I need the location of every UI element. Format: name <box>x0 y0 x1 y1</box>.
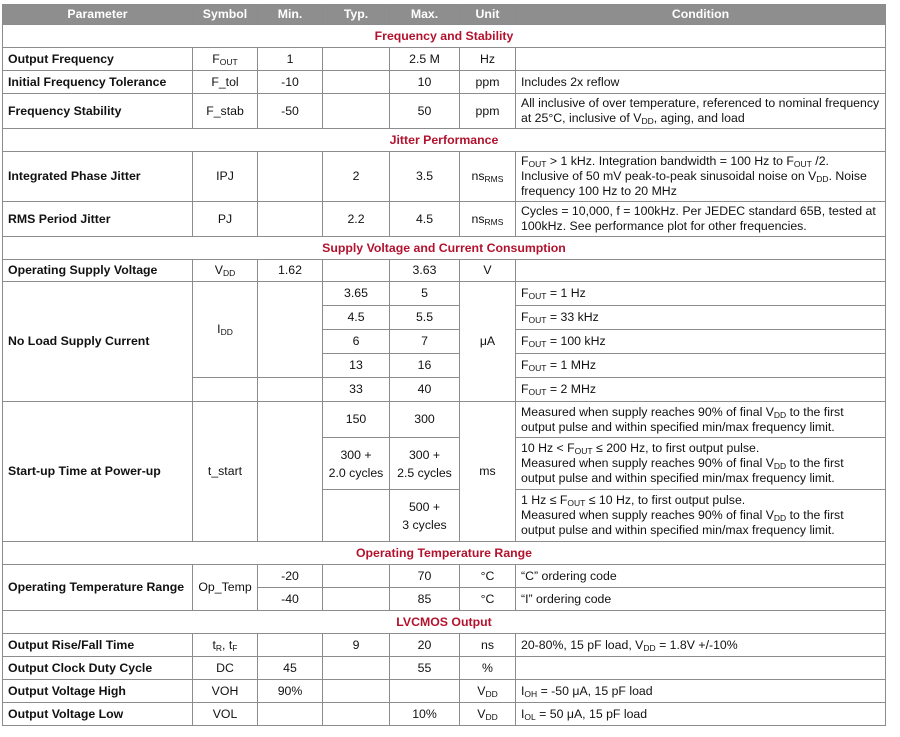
typ-cell <box>323 588 390 611</box>
section-lvcmos-output: LVCMOS Output <box>3 611 886 634</box>
max-cell: 5.5 <box>390 306 460 330</box>
min-cell: -50 <box>258 94 323 129</box>
param-name: Output Voltage Low <box>3 703 193 726</box>
typ-cell: 4.5 <box>323 306 390 330</box>
condition-cell: $I_{OH} = -50$ μA, 15 pF load <box>516 680 886 703</box>
unit-cell: ns <box>460 634 516 657</box>
unit-cell: $V_{DD}$ <box>460 680 516 703</box>
row-no-load-supply-current <box>3 282 886 306</box>
min-cell <box>258 152 323 202</box>
unit-cell: ms <box>460 402 516 542</box>
condition-cell: Includes 2x reflow <box>516 71 886 94</box>
typ-cell <box>323 703 390 726</box>
param-name: Start-up Time at Power-up <box>3 402 193 542</box>
section-jitter-performance: Jitter Performance <box>3 129 886 152</box>
condition-cell: Cycles = 10,000, f = 100kHz. Per JEDEC standard 65B, tested at 100kHz. See performance plot for other frequencies. <box>516 202 886 237</box>
unit-cell: °C <box>460 565 516 588</box>
min-cell <box>258 402 323 542</box>
row-output-clock-duty-cycle <box>3 657 886 680</box>
typ-cell <box>323 490 390 542</box>
row-output-voltage-low <box>3 703 886 726</box>
typ-cell: 6 <box>323 330 390 354</box>
typ-cell <box>323 680 390 703</box>
unit-cell: $ns_{RMS}$ <box>460 202 516 237</box>
header-symbol: Symbol <box>193 5 258 25</box>
symbol-cell: t_start <box>193 402 258 542</box>
max-cell: 10% <box>390 703 460 726</box>
unit-cell: $ns_{RMS}$ <box>460 152 516 202</box>
symbol-cell: $I_{DD}$ <box>193 282 258 378</box>
min-cell: 45 <box>258 657 323 680</box>
max-cell: 300 + 2.5 cycles <box>390 438 460 490</box>
min-cell <box>258 378 323 402</box>
unit-cell: °C <box>460 588 516 611</box>
max-cell: 5 <box>390 282 460 306</box>
max-cell: 4.5 <box>390 202 460 237</box>
row-output-frequency <box>3 48 886 71</box>
param-name: Frequency Stability <box>3 94 193 129</box>
row-initial-frequency-tolerance <box>3 71 886 94</box>
row-start-up-time <box>3 402 886 438</box>
typ-cell: 3.65 <box>323 282 390 306</box>
symbol-cell: DC <box>193 657 258 680</box>
param-name: Output Voltage High <box>3 680 193 703</box>
symbol-cell: IPJ <box>193 152 258 202</box>
typ-cell: 2 <box>323 152 390 202</box>
max-cell: 70 <box>390 565 460 588</box>
symbol-cell: $V_{DD}$ <box>193 260 258 282</box>
max-cell: 7 <box>390 330 460 354</box>
max-cell: 3.5 <box>390 152 460 202</box>
row-operating-supply-voltage <box>3 260 886 282</box>
param-name: RMS Period Jitter <box>3 202 193 237</box>
param-name: Output Clock Duty Cycle <box>3 657 193 680</box>
param-name: Operating Supply Voltage <box>3 260 193 282</box>
max-cell: 300 <box>390 402 460 438</box>
param-name: Output Rise/Fall Time <box>3 634 193 657</box>
max-cell: 16 <box>390 354 460 378</box>
min-cell <box>258 282 323 378</box>
header-max: Max. <box>390 5 460 25</box>
condition-cell: 1 $Hz \le F_{OUT} \le 10$ Hz, to first output pulse. Measured when supply reaches 90% of final $V_{DD}$ to the first output pulse and within specified min/max frequency limit. <box>516 490 886 542</box>
section-frequency-stability: Frequency and Stability <box>3 25 886 48</box>
row-rms-period-jitter <box>3 202 886 237</box>
symbol-cell: PJ <box>193 202 258 237</box>
min-cell: 1 <box>258 48 323 71</box>
unit-cell: V <box>460 260 516 282</box>
unit-cell: μA <box>460 282 516 402</box>
condition-cell: All inclusive of over temperature, referenced to nominal frequency at 25°C, inclusive of $V_{DD}$, aging, and load <box>516 94 886 129</box>
max-cell: 2.5 M <box>390 48 460 71</box>
max-cell: 500 + 3 cycles <box>390 490 460 542</box>
typ-cell: 300 + 2.0 cycles <box>323 438 390 490</box>
min-cell: -40 <box>258 588 323 611</box>
condition-cell: “C” ordering code <box>516 565 886 588</box>
min-cell: -10 <box>258 71 323 94</box>
max-cell <box>390 680 460 703</box>
unit-cell: $V_{DD}$ <box>460 703 516 726</box>
row-frequency-stability <box>3 94 886 129</box>
symbol-cell: Op_Temp <box>193 565 258 611</box>
param-name: Integrated Phase Jitter <box>3 152 193 202</box>
condition-cell: $F_{OUT} = 1$ MHz <box>516 354 886 378</box>
typ-cell <box>323 260 390 282</box>
header-typ: Typ. <box>323 5 390 25</box>
typ-cell <box>323 48 390 71</box>
typ-cell: 13 <box>323 354 390 378</box>
unit-cell: ppm <box>460 94 516 129</box>
typ-cell: 2.2 <box>323 202 390 237</box>
condition-cell: $F_{OUT} > 1$ kHz. Integration bandwidth = 100 Hz to $F_{OUT}$ /2. Inclusive of 50 mV peak-to-peak sinusoidal noise on $V_{DD}$. Noise frequency 100 Hz to 20 MHz <box>516 152 886 202</box>
typ-cell <box>323 71 390 94</box>
unit-cell: % <box>460 657 516 680</box>
max-cell: 20 <box>390 634 460 657</box>
symbol-cell <box>193 378 258 402</box>
max-cell: 50 <box>390 94 460 129</box>
spec-table <box>2 4 886 726</box>
max-cell: 85 <box>390 588 460 611</box>
symbol-cell: VOL <box>193 703 258 726</box>
typ-cell <box>323 94 390 129</box>
row-operating-temperature-range <box>3 565 886 588</box>
max-cell: 10 <box>390 71 460 94</box>
param-name: Operating Temperature Range <box>3 565 193 611</box>
header-condition: Condition <box>516 5 886 25</box>
max-cell: 55 <box>390 657 460 680</box>
max-cell: 3.63 <box>390 260 460 282</box>
min-cell: 90% <box>258 680 323 703</box>
header-unit: Unit <box>460 5 516 25</box>
typ-cell <box>323 565 390 588</box>
typ-cell <box>323 657 390 680</box>
row-output-rise-fall-time <box>3 634 886 657</box>
header-row <box>3 5 886 25</box>
min-cell: -20 <box>258 565 323 588</box>
condition-cell: $F_{OUT} = 33$ kHz <box>516 306 886 330</box>
condition-cell: $I_{OL} = 50$ μA, 15 pF load <box>516 703 886 726</box>
param-name: Output Frequency <box>3 48 193 71</box>
max-cell: 40 <box>390 378 460 402</box>
typ-cell: 150 <box>323 402 390 438</box>
condition-cell: 10 $Hz < F_{OUT} \le 200$ Hz, to first output pulse. Measured when supply reaches 90% of final $V_{DD}$ to the first output pulse and within specified min/max frequency limit. <box>516 438 886 490</box>
symbol-cell: $F_{OUT}$ <box>193 48 258 71</box>
condition-cell: Measured when supply reaches 90% of final $V_{DD}$ to the first output pulse and within specified min/max frequency limit. <box>516 402 886 438</box>
min-cell <box>258 703 323 726</box>
condition-cell: 20-80%, 15 pF load, $V_{DD} = 1.8V +/-10\%$ <box>516 634 886 657</box>
condition-cell <box>516 48 886 71</box>
typ-cell: 9 <box>323 634 390 657</box>
header-parameter: Parameter <box>3 5 193 25</box>
condition-cell <box>516 260 886 282</box>
condition-cell <box>516 657 886 680</box>
symbol-cell: VOH <box>193 680 258 703</box>
unit-cell: Hz <box>460 48 516 71</box>
condition-cell: $F_{OUT} = 1$ Hz <box>516 282 886 306</box>
condition-cell: $F_{OUT} = 100$ kHz <box>516 330 886 354</box>
header-min: Min. <box>258 5 323 25</box>
min-cell <box>258 202 323 237</box>
row-output-voltage-high <box>3 680 886 703</box>
symbol-cell: F_stab <box>193 94 258 129</box>
row-integrated-phase-jitter <box>3 152 886 202</box>
symbol-cell: F_tol <box>193 71 258 94</box>
condition-cell: $F_{OUT} = 2$ MHz <box>516 378 886 402</box>
section-supply-voltage-current: Supply Voltage and Current Consumption <box>3 237 886 260</box>
typ-cell: 33 <box>323 378 390 402</box>
min-cell: 1.62 <box>258 260 323 282</box>
unit-cell: ppm <box>460 71 516 94</box>
symbol-cell: $t_R$, $t_F$ <box>193 634 258 657</box>
param-name: Initial Frequency Tolerance <box>3 71 193 94</box>
section-operating-temperature: Operating Temperature Range <box>3 542 886 565</box>
min-cell <box>258 634 323 657</box>
param-name: No Load Supply Current <box>3 282 193 402</box>
condition-cell: “I” ordering code <box>516 588 886 611</box>
